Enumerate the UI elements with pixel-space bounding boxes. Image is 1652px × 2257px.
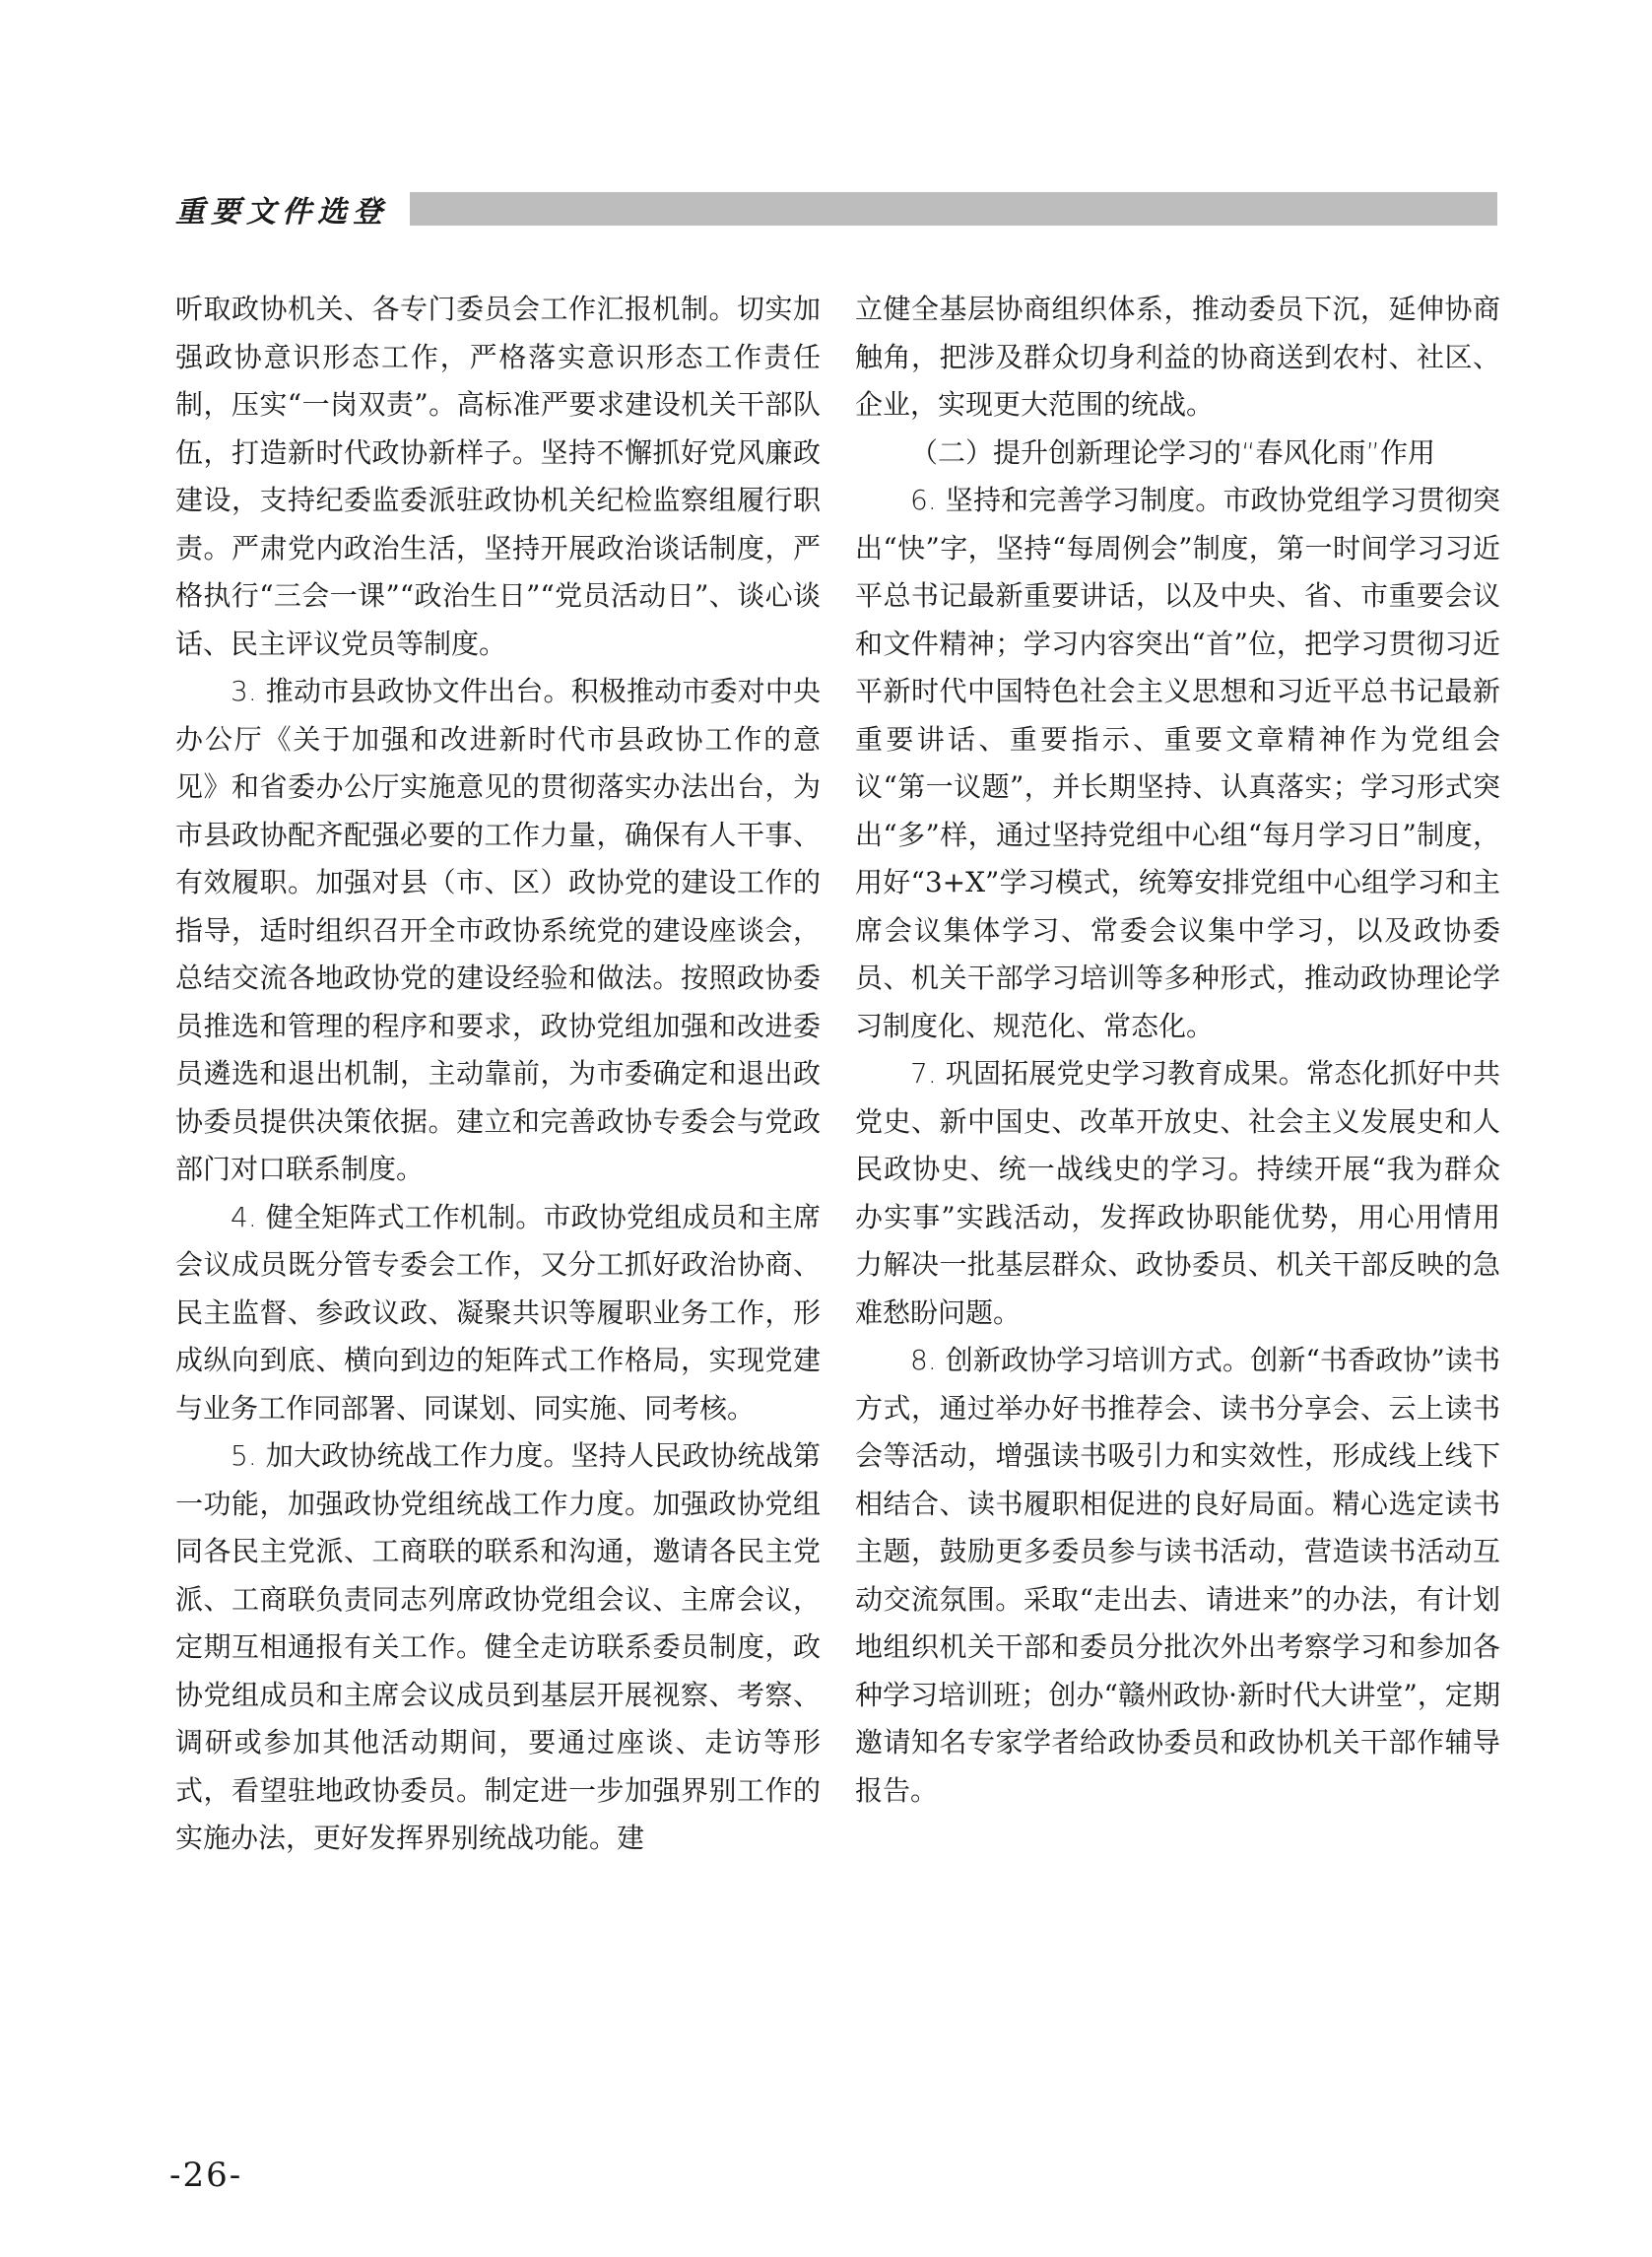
paragraph: 立健全基层协商组织体系，推动委员下沉，延伸协商触角，把涉及群众切身利益的协商送到农村、社区、企业，实现更大范围的统战。	[855, 293, 1500, 421]
paragraph-heading: 7. 巩固拓展党史学习教育成果。	[910, 1057, 1306, 1090]
header-rule	[410, 192, 1497, 226]
paragraph: 6. 坚持和完善学习制度。市政协党组学习贯彻突出“快”字，坚持“每周例会”制度，第一时间学习习近平总书记最新重要讲话，以及中央、省、市重要会议和文件精神；学习内容突出“首”位，把学习贯彻习近平新时代中国特色社会主义思想和习近平总书记最新重要讲话、重要指示、重要文章精神作为党组会议“第一议题”，并长期坚持、认真落实；学习形式突出“多”样，通过坚持党组中心组“每月学习日”制度，用好“3+X”学习模式，统筹安排党组中心组学习和主席会议集体学习、常委会议集中学习，以及政协委员、机关干部学习培训等多种形式，推动政协理论学习制度化、规范化、常态化。	[855, 484, 1500, 1042]
paragraph: 7. 巩固拓展党史学习教育成果。常态化抓好中共党史、新中国史、改革开放史、社会主义发展史和人民政协史、统一战线史的学习。持续开展“我为群众办实事”实践活动，发挥政协职能优势，用心用情用力解决一批基层群众、政协委员、机关干部反映的急难愁盼问题。	[855, 1057, 1500, 1329]
subsection-heading: （二）提升创新理论学习的“春风化雨”作用	[910, 435, 1436, 469]
paragraph: 3. 推动市县政协文件出台。积极推动市委对中央办公厅《关于加强和改进新时代市县政协工作的意见》和省委办公厅实施意见的贯彻落实办法出台，为市县政协配齐配强必要的工作力量，确保有人干事、有效履职。加强对县（市、区）政协党的建设工作的指导，适时组织召开全市政协系统党的建设座谈会，总结交流各地政协党的建设经验和做法。按照政协委员推选和管理的程序和要求，政协党组加强和改进委员遴选和退出机制，主动靠前，为市委确定和退出政协委员提供决策依据。建立和完善政协专委会与党政部门对口联系制度。	[175, 675, 821, 1185]
right-column	[855, 286, 1500, 1815]
section-header	[175, 189, 1497, 229]
section-title: 重要文件选登	[175, 195, 388, 230]
page-number: -26-	[169, 2156, 243, 2195]
paragraph: 8. 创新政协学习培训方式。创新“书香政协”读书方式，通过举办好书推荐会、读书分享会、云上读书会等活动，增强读书吸引力和实效性，形成线上线下相结合、读书履职相促进的良好局面。精心选定读书主题，鼓励更多委员参与读书活动，营造读书活动互动交流氛围。采取“走出去、请进来”的办法，有计划地组织机关干部和委员分批次外出考察学习和参加各种学习培训班；创办“赣州政协·新时代大讲堂”，定期邀请知名专家学者给政协委员和政协机关干部作辅导报告。	[855, 1344, 1500, 1807]
paragraph: 5. 加大政协统战工作力度。坚持人民政协统战第一功能，加强政协党组统战工作力度。加强政协党组同各民主党派、工商联的联系和沟通，邀请各民主党派、工商联负责同志列席政协党组会议、主席会议，定期互相通报有关工作。健全走访联系委员制度，政协党组成员和主席会议成员到基层开展视察、考察、调研或参加其他活动期间，要通过座谈、走访等形式，看望驻地政协委员。制定进一步加强界别工作的实施办法，更好发挥界别统战功能。建	[175, 1439, 821, 1854]
paragraph-heading: 3. 推动市县政协文件出台。	[231, 675, 571, 707]
paragraph: 听取政协机关、各专门委员会工作汇报机制。切实加强政协意识形态工作，严格落实意识形态工作责任制，压实“一岗双责”。高标准严要求建设机关干部队伍，打造新时代政协新样子。坚持不懈抓好党风廉政建设，支持纪委监委派驻政协机关纪检监察组履行职责。严肃党内政治生活，坚持开展政治谈话制度，严格执行“三会一课”“政治生日”“党员活动日”、谈心谈话、民主评议党员等制度。	[175, 293, 821, 660]
paragraph-heading: 8. 创新政协学习培训方式。	[910, 1344, 1251, 1376]
paragraph: 4. 健全矩阵式工作机制。市政协党组成员和主席会议成员既分管专委会工作，又分工抓好政治协商、民主监督、参政议政、凝聚共识等履职业务工作，形成纵向到底、横向到边的矩阵式工作格局，实现党建与业务工作同部署、同谋划、同实施、同考核。	[175, 1200, 821, 1425]
paragraph-heading: 5. 加大政协统战工作力度。	[231, 1439, 571, 1472]
paragraph-heading: 6. 坚持和完善学习制度。	[910, 484, 1223, 516]
paragraph-heading: 4. 健全矩阵式工作机制。	[231, 1200, 544, 1233]
left-column	[175, 286, 821, 1863]
